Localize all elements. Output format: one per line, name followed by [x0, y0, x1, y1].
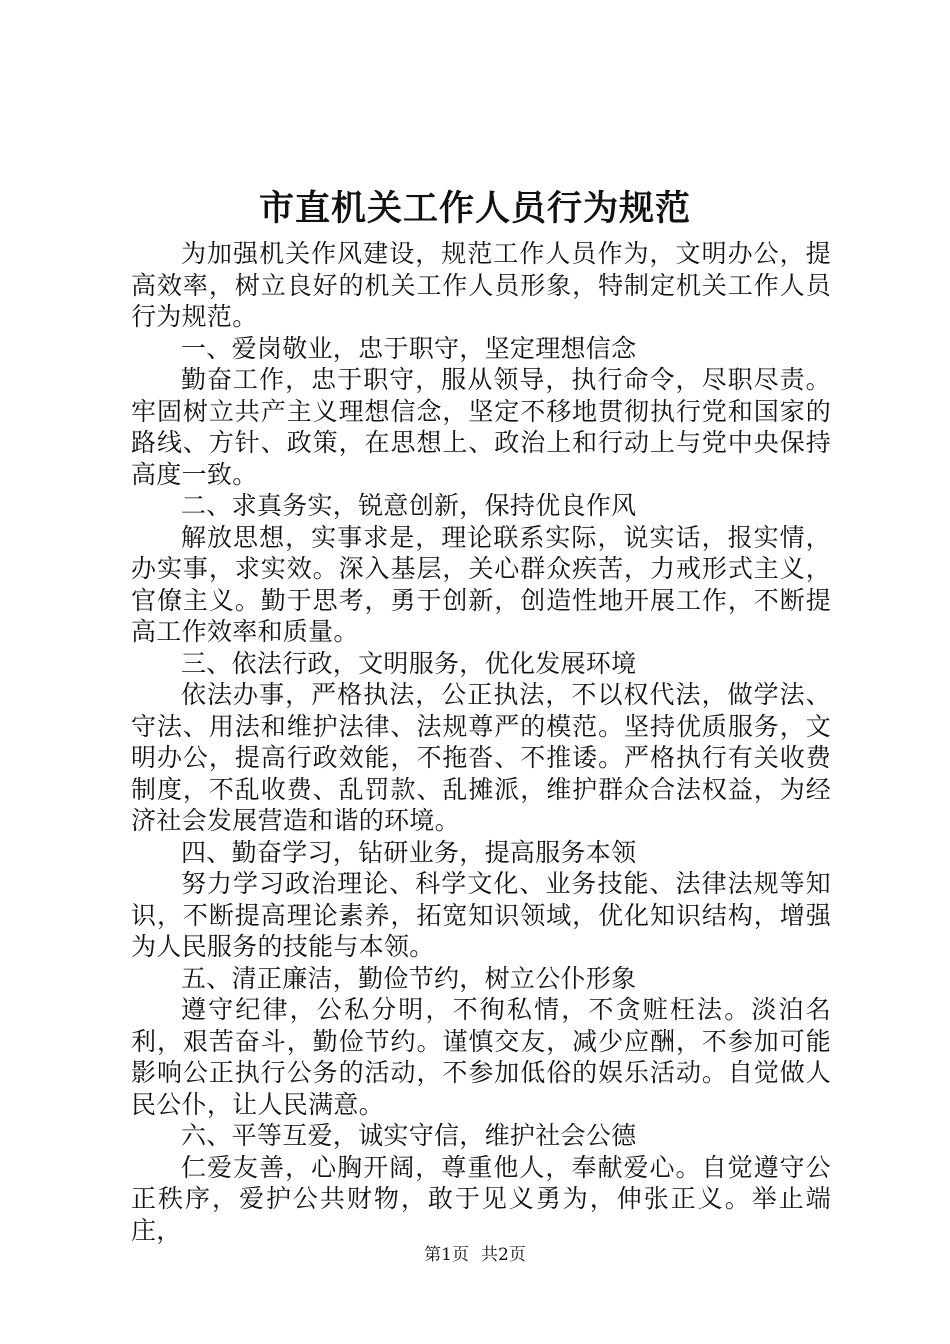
- document-title: 市直机关工作人员行为规范: [258, 188, 691, 229]
- intro-paragraph: 为加强机关作风建设，规范工作人员作为，文明办公，提高效率，树立良好的机关工作人员形象，特制定机关工作人员行为规范。: [131, 239, 831, 331]
- section-heading: 五、清正廉洁，勤俭节约，树立公仆形象: [181, 963, 637, 993]
- page-footer: [0, 1243, 950, 1267]
- section-paragraph: 解放思想，实事求是，理论联系实际，说实话，报实情，办实事，求实效。深入基层，关心群众疾苦，力戒形式主义，官僚主义。勤于思考，勇于创新，创造性地开展工作，不断提高工作效率和质量。: [131, 522, 831, 646]
- section-heading: 四、勤奋学习，钻研业务，提高服务本领: [181, 837, 637, 867]
- section-heading: 三、依法行政，文明服务，优化发展环境: [181, 648, 637, 678]
- section-heading: 二、求真务实，锐意创新，保持优良作风: [181, 491, 637, 520]
- page-count: 共2页: [481, 1245, 526, 1265]
- section-heading: 六、平等互爱，诚实守信，维护社会公德: [181, 1121, 637, 1150]
- section-paragraph: 遵守纪律，公私分明，不徇私情，不贪赃枉法。淡泊名利，艰苦奋斗，勤俭节约。谨慎交友，减少应酬，不参加可能影响公正执行公务的活动，不参加低俗的娱乐活动。自觉做人民公仆，让人民满意。: [131, 995, 831, 1119]
- section-paragraph: 勤奋工作，忠于职守，服从领导，执行命令，尽职尽责。牢固树立共产主义理想信念，坚定不移地贯彻执行党和国家的路线、方针、政策，在思想上、政治上和行动上与党中央保持高度一致。: [131, 365, 831, 489]
- section-paragraph: 努力学习政治理论、科学文化、业务技能、法律法规等知识，不断提高理论素养，拓宽知识领域，优化知识结构，增强为人民服务的技能与本领。: [131, 869, 831, 961]
- document-body: [131, 238, 831, 1246]
- section-paragraph: 依法办事，严格执法，公正执法，不以权代法，做学法、守法、用法和维护法律、法规尊严的模范。坚持优质服务，文明办公，提高行政效能，不拖沓、不推诿。严格执行有关收费制度，不乱收费、乱罚款、乱摊派，维护群众合法权益，为经济社会发展营造和谐的环境。: [131, 680, 831, 835]
- section-paragraph: 仁爱友善，心胸开阔，尊重他人，奉献爱心。自觉遵守公正秩序，爱护公共财物，敢于见义勇为，伸张正义。举止端庄，: [131, 1152, 831, 1245]
- section-heading: 一、爱岗敬业，忠于职守，坚定理想信念: [181, 333, 637, 363]
- page-number: 第1页: [424, 1245, 469, 1265]
